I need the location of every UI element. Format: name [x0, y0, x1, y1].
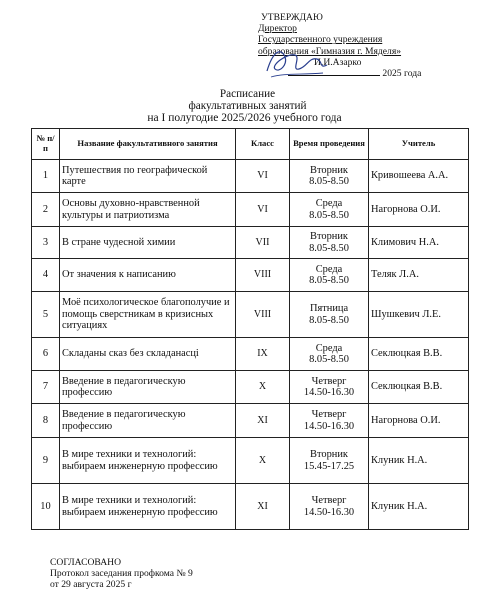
row-day: Пятница: [309, 303, 349, 315]
row-hours: 8.05-8.50: [309, 275, 349, 286]
row-teacher: Нагорнова О.И.: [369, 404, 469, 438]
row-class: VIII: [236, 259, 290, 292]
row-class: XI: [236, 404, 290, 438]
row-teacher: Шушкевич Л.Е.: [369, 292, 469, 338]
row-hours: 8.05-8.50: [309, 209, 349, 221]
approval-heading: УТВЕРЖДАЮ: [261, 12, 323, 23]
row-day: Четверг: [311, 375, 347, 387]
row-name: Основы духовно-нравственной культуры и патриотизма: [60, 193, 236, 227]
header-class: Класс: [236, 129, 290, 160]
row-class: VI: [236, 193, 290, 227]
row-day: Четверг: [311, 495, 347, 507]
table-row: [32, 292, 469, 338]
row-num: 6: [32, 338, 60, 371]
row-name: От значения к написанию: [60, 259, 236, 292]
row-hours: 14.50-16.30: [303, 387, 355, 398]
row-num: 5: [32, 292, 60, 338]
header-time: Время проведения: [290, 129, 369, 160]
approval-org-line2: образования «Гимназия г. Мяделя»: [258, 45, 402, 57]
approval-position: Директор: [258, 23, 297, 35]
row-num: 3: [32, 227, 60, 259]
table-row: [32, 193, 469, 227]
row-num: 7: [32, 371, 60, 404]
row-time: [290, 259, 369, 292]
table-row: [32, 338, 469, 371]
row-num: 10: [32, 484, 60, 530]
row-day: Вторник: [310, 449, 348, 461]
row-hours: 8.05-8.50: [309, 314, 349, 326]
row-name: Введение в педагогическую профессию: [60, 404, 236, 438]
table-row: [32, 484, 469, 530]
row-teacher: Секлюцкая В.В.: [369, 371, 469, 404]
schedule-table: [31, 128, 469, 530]
table-row: [32, 160, 469, 193]
table-row: [32, 404, 469, 438]
row-time: [290, 484, 369, 530]
row-hours: 8.05-8.50: [309, 176, 349, 187]
row-day: Вторник: [310, 231, 348, 243]
header-teacher: Учитель: [369, 129, 469, 160]
row-teacher: Клуник Н.А.: [369, 438, 469, 484]
approval-date: 2025 года: [382, 68, 422, 80]
row-class: X: [236, 438, 290, 484]
row-name: Складаны сказ без складанасці: [60, 338, 236, 371]
row-teacher: Нагорнова О.И.: [369, 193, 469, 227]
row-time: [290, 193, 369, 227]
row-class: X: [236, 371, 290, 404]
footer-line1: СОГЛАСОВАНО: [50, 557, 122, 568]
table-row: [32, 371, 469, 404]
row-num: 8: [32, 404, 60, 438]
row-time: [290, 404, 369, 438]
row-teacher: Кривошеева А.А.: [369, 160, 469, 193]
row-name: В мире техники и технологий: выбираем инженерную профессию: [60, 484, 236, 530]
title-line1: Расписание: [219, 88, 276, 100]
table-row: [32, 438, 469, 484]
footer-approval: [50, 557, 193, 590]
approval-org-line1: Государственного учреждения: [258, 34, 383, 46]
row-time: [290, 292, 369, 338]
row-num: 1: [32, 160, 60, 193]
row-time: [290, 371, 369, 404]
row-time: [290, 227, 369, 259]
approval-name: И.И.Азарко: [314, 56, 362, 68]
row-class: VIII: [236, 292, 290, 338]
row-hours: 14.50-16.30: [303, 420, 355, 432]
row-class: VII: [236, 227, 290, 259]
row-hours: 14.50-16.30: [303, 506, 355, 518]
row-num: 9: [32, 438, 60, 484]
row-day: Среда: [315, 342, 343, 354]
row-name: В стране чудесной химии: [60, 227, 236, 259]
approval-block: [258, 12, 473, 79]
footer-line2: Протокол заседания профкома № 9: [50, 568, 193, 579]
header-num: № п/п: [32, 129, 60, 160]
row-day: Вторник: [310, 164, 348, 176]
row-day: Четверг: [311, 409, 347, 421]
row-name: Введение в педагогическую профессию: [60, 371, 236, 404]
row-name: Путешествия по географической карте: [60, 160, 236, 193]
row-class: VI: [236, 160, 290, 193]
row-num: 4: [32, 259, 60, 292]
table-row: [32, 227, 469, 259]
row-hours: 15.45-17.25: [303, 460, 355, 472]
row-day: Среда: [315, 263, 343, 275]
row-hours: 8.05-8.50: [309, 354, 349, 365]
footer-line3: от 29 августа 2025 г: [50, 579, 132, 590]
row-time: [290, 438, 369, 484]
row-teacher: Теляк Л.А.: [369, 259, 469, 292]
table-header-row: [32, 129, 469, 160]
row-day: Среда: [315, 198, 343, 210]
row-name: В мире техники и технологий: выбираем инженерную профессию: [60, 438, 236, 484]
row-time: [290, 338, 369, 371]
row-class: IX: [236, 338, 290, 371]
row-class: XI: [236, 484, 290, 530]
approval-date-row: [258, 68, 473, 79]
row-teacher: Клуник Н.А.: [369, 484, 469, 530]
header-name: Название факультативного занятия: [60, 129, 236, 160]
row-teacher: Секлюцкая В.В.: [369, 338, 469, 371]
row-time: [290, 160, 369, 193]
title-line2: факультативных занятий: [188, 100, 307, 112]
row-name: Моё психологическое благополучие и помощь сверстникам в кризисных ситуациях: [60, 292, 236, 338]
row-num: 2: [32, 193, 60, 227]
title-line3: на I полугодие 2025/2026 учебного года: [147, 112, 342, 124]
row-hours: 8.05-8.50: [309, 242, 349, 254]
row-teacher: Климович Н.А.: [369, 227, 469, 259]
table-row: [32, 259, 469, 292]
